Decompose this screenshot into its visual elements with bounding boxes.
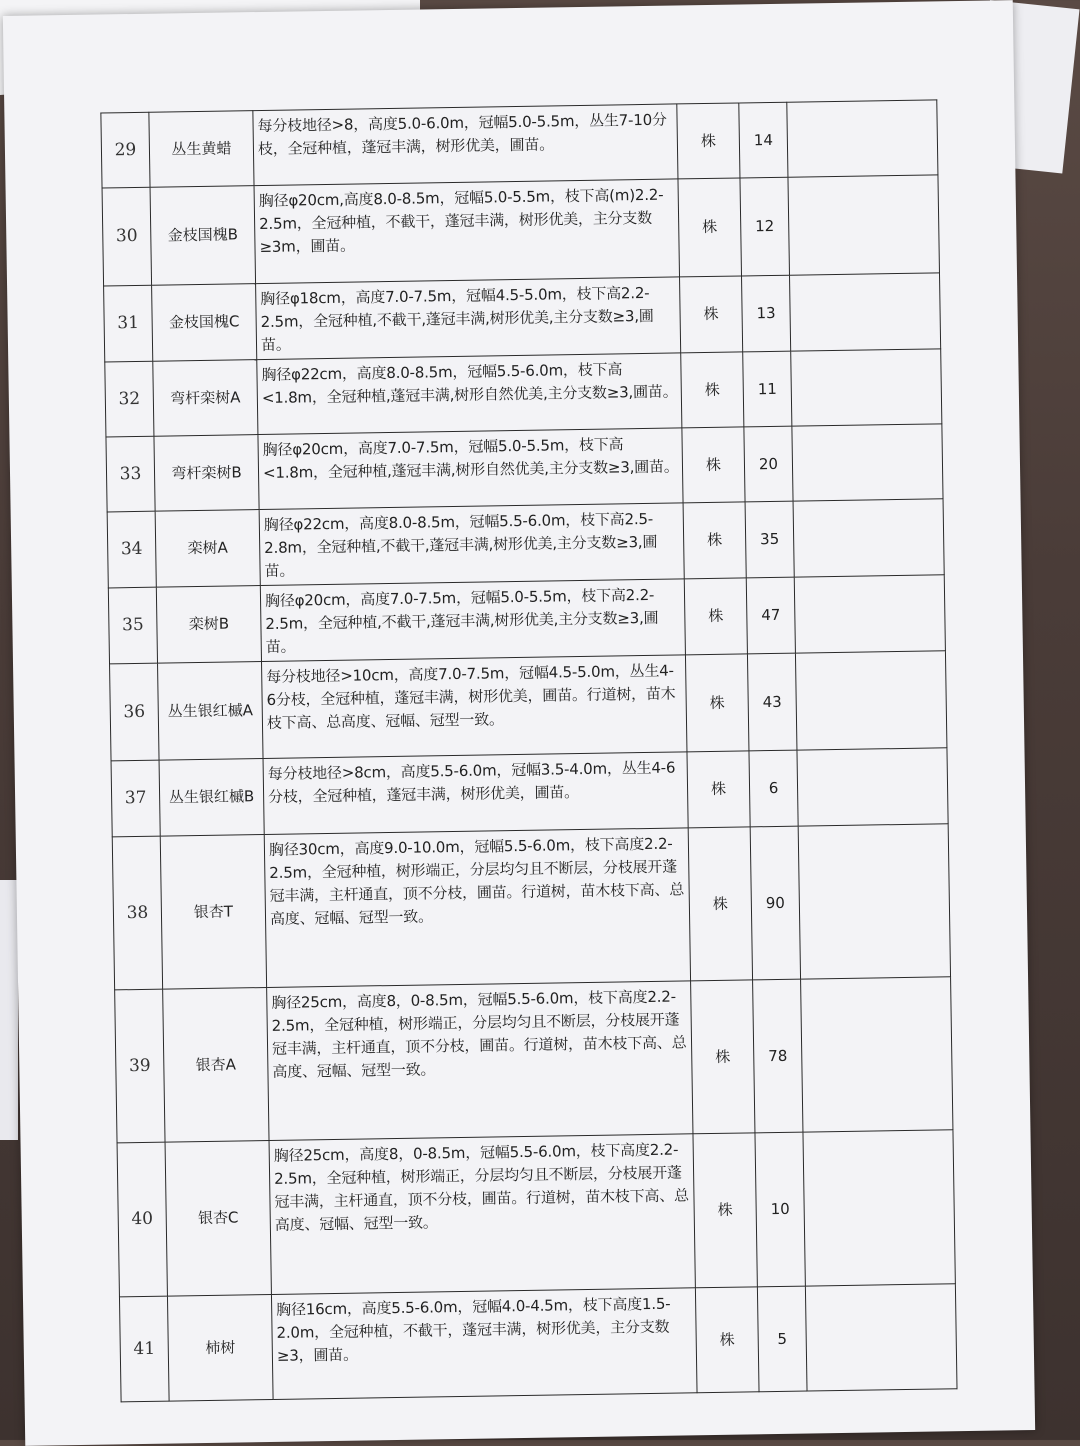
specification: 胸径25cm，高度8，0-8.5m，冠幅5.5-6.0m，枝下高度2.2-2.5m，全冠种植，树形端正，分层均匀且不断层，分枝展开蓬冠丰满，主杆通直，顶不分枝，圃苗。行道树，苗木枝下高、总高度、冠幅、冠型一致。 bbox=[269, 1134, 695, 1295]
item-number: 35 bbox=[108, 587, 157, 664]
unit: 株 bbox=[677, 103, 740, 179]
plant-name: 弯杆栾树B bbox=[154, 435, 259, 512]
specification: 每分枝地径>10cm，高度7.0-7.5m，冠幅4.5-5.0m，丛生4-6分枝，全冠种植，蓬冠丰满，树形优美，圃苗。行道树，苗木枝下高、总高度、冠幅、冠型一致。 bbox=[262, 655, 687, 759]
unit: 株 bbox=[682, 427, 745, 503]
quantity: 12 bbox=[740, 177, 790, 276]
unit: 株 bbox=[695, 1287, 759, 1393]
specification: 胸径φ20cm，高度7.0-7.5m，冠幅5.0-5.5m，枝下高2.2-2.5m，全冠种植,不截干,蓬冠丰满,树形优美,主分支数≥3,圃苗。 bbox=[260, 579, 685, 662]
plant-name: 弯杆栾树A bbox=[153, 360, 258, 437]
remarks-cell bbox=[794, 575, 945, 653]
unit: 株 bbox=[680, 276, 743, 353]
document-sheet bbox=[3, 0, 1035, 1446]
item-number: 31 bbox=[104, 285, 153, 362]
specification: 胸径φ22cm，高度8.0-8.5m，冠幅5.5-6.0m，枝下高2.5-2.8m，全冠种植,不截干,蓬冠丰满,树形优美,主分支数≥3,圃苗。 bbox=[259, 503, 684, 586]
quantity: 20 bbox=[744, 426, 793, 502]
table-row bbox=[102, 175, 939, 286]
specification: 胸径φ20cm,高度8.0-8.5m，冠幅5.0-5.5m，枝下高(m)2.2-2.5m，全冠种植，不截干，蓬冠丰满，树形优美，主分支数≥3m，圃苗。 bbox=[254, 179, 679, 284]
specification: 每分枝地径>8，高度5.0-6.0m，冠幅5.0-5.5m，丛生7-10分枝，全冠种植，蓬冠丰满，树形优美，圃苗。 bbox=[253, 104, 678, 186]
remarks-cell bbox=[805, 1284, 957, 1391]
plant-name: 银杏T bbox=[160, 835, 266, 990]
quantity: 14 bbox=[739, 102, 788, 178]
remarks-cell bbox=[787, 100, 938, 177]
quantity: 11 bbox=[743, 351, 792, 427]
table-row bbox=[119, 1284, 957, 1402]
specification: 胸径φ18cm，高度7.0-7.5m，冠幅4.5-5.0m，枝下高2.2-2.5m，全冠种植,不截干,蓬冠丰满,树形优美,主分支数≥3,圃苗。 bbox=[256, 277, 681, 360]
item-number: 32 bbox=[105, 361, 154, 437]
remarks-cell bbox=[792, 424, 943, 501]
item-number: 40 bbox=[117, 1142, 167, 1297]
plant-name: 金枝国槐C bbox=[152, 284, 257, 362]
unit: 株 bbox=[693, 1133, 757, 1288]
quantity: 43 bbox=[747, 653, 797, 751]
item-number: 39 bbox=[115, 989, 165, 1143]
quantity: 6 bbox=[749, 750, 798, 827]
table-row bbox=[115, 977, 953, 1143]
unit: 株 bbox=[683, 502, 746, 579]
remarks-cell bbox=[797, 748, 948, 826]
plant-name: 栾树B bbox=[156, 586, 261, 664]
item-number: 30 bbox=[102, 187, 152, 286]
quantity: 10 bbox=[755, 1132, 805, 1287]
table-body bbox=[101, 100, 957, 1402]
quantity: 13 bbox=[742, 275, 791, 352]
remarks-cell bbox=[789, 273, 940, 351]
remarks-cell bbox=[801, 977, 953, 1132]
item-number: 38 bbox=[112, 836, 162, 990]
specification: 胸径φ22cm，高度8.0-8.5m，冠幅5.5-6.0m，枝下高<1.8m，全冠种植,蓬冠丰满,树形自然优美,主分支数≥3,圃苗。 bbox=[257, 353, 682, 435]
table-row bbox=[107, 499, 944, 588]
item-number: 29 bbox=[101, 112, 150, 188]
item-number: 34 bbox=[107, 511, 156, 588]
specification: 胸径30cm，高度9.0-10.0m，冠幅5.5-6.0m，枝下高度2.2-2.5m，全冠种植，树形端正，分层均匀且不断层，分枝展开蓬冠丰满，主杆通直，顶不分枝，圃苗。行道树，苗木枝下高、总高度、冠幅、冠型一致。 bbox=[264, 828, 690, 988]
unit: 株 bbox=[688, 827, 752, 981]
quantity: 78 bbox=[753, 979, 803, 1133]
background-paper bbox=[0, 880, 18, 1140]
specification: 胸径25cm，高度8，0-8.5m，冠幅5.5-6.0m，枝下高度2.2-2.5m，全冠种植，树形端正，分层均匀且不断层，分枝展开蓬冠丰满，主杆通直，顶不分枝，圃苗。行道树，苗木枝下高、总高度、冠幅、冠型一致。 bbox=[267, 981, 693, 1141]
table-row bbox=[112, 824, 950, 990]
quantity: 5 bbox=[757, 1286, 807, 1392]
specification: 胸径16cm，高度5.5-6.0m，冠幅4.0-4.5m，枝下高度1.5-2.0m，全冠种植，不截干，蓬冠丰满，树形优美，主分支数≥3，圃苗。 bbox=[271, 1288, 697, 1400]
quantity: 35 bbox=[745, 501, 794, 578]
table-row bbox=[105, 349, 942, 437]
specification: 每分枝地径>8cm，高度5.5-6.0m，冠幅3.5-4.0m，丛生4-6分枝，全冠种植，蓬冠丰满，树形优美，圃苗。 bbox=[263, 752, 688, 835]
item-number: 41 bbox=[119, 1296, 169, 1402]
plant-name: 丛生银红槭B bbox=[159, 759, 264, 837]
specification: 胸径φ20cm，高度7.0-7.5m，冠幅5.0-5.5m，枝下高<1.8m，全冠种植,蓬冠丰满,树形自然优美,主分支数≥3,圃苗。 bbox=[258, 428, 683, 510]
unit: 株 bbox=[691, 980, 755, 1134]
nursery-stock-table bbox=[100, 99, 957, 1402]
unit: 株 bbox=[681, 352, 744, 428]
item-number: 37 bbox=[111, 760, 160, 837]
plant-name: 柿树 bbox=[167, 1294, 273, 1401]
remarks-cell bbox=[791, 349, 942, 426]
plant-name: 丛生黄蜡 bbox=[149, 111, 254, 188]
item-number: 33 bbox=[106, 436, 155, 512]
plant-name: 银杏C bbox=[165, 1140, 271, 1296]
remarks-cell bbox=[803, 1130, 955, 1286]
unit: 株 bbox=[687, 751, 750, 828]
plant-name: 金枝国槐B bbox=[150, 186, 256, 286]
table-row bbox=[108, 575, 945, 664]
quantity: 47 bbox=[746, 577, 795, 654]
table-row bbox=[104, 273, 941, 362]
unit: 株 bbox=[685, 654, 749, 752]
table-row bbox=[117, 1130, 955, 1297]
remarks-cell bbox=[798, 824, 950, 979]
plant-name: 银杏A bbox=[163, 987, 269, 1142]
remarks-cell bbox=[795, 651, 947, 750]
unit: 株 bbox=[678, 178, 742, 277]
table-row bbox=[101, 100, 938, 188]
table-row bbox=[110, 651, 947, 761]
plant-name: 栾树A bbox=[155, 510, 260, 588]
table-row bbox=[106, 424, 943, 512]
unit: 株 bbox=[684, 578, 747, 655]
table-row bbox=[111, 748, 948, 837]
plant-name: 丛生银红槭A bbox=[158, 662, 264, 761]
quantity: 90 bbox=[750, 826, 800, 980]
item-number: 36 bbox=[110, 663, 160, 761]
remarks-cell bbox=[793, 499, 944, 577]
remarks-cell bbox=[788, 175, 940, 275]
